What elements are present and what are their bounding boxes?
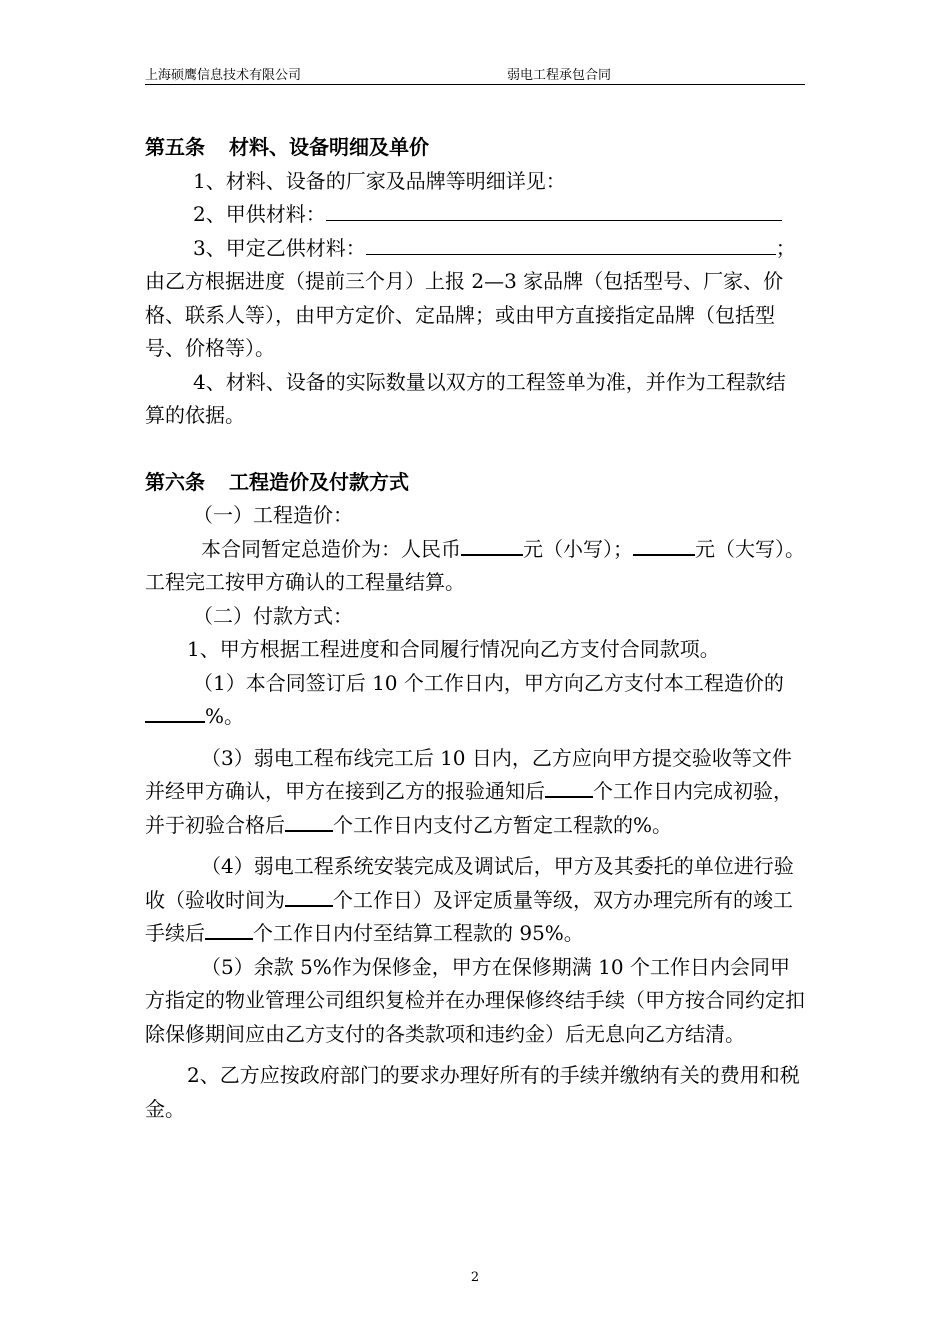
- article-5-item-2: 2、甲供材料：: [145, 198, 805, 232]
- payment-sub-5: （5）余款 5%作为保修金，甲方在保修期满 10 个工作日内会同甲方指定的物业管理公司组织复检并在办理保修终结手续（甲方按合同约定扣除保修期间应由乙方支付的各类款项和违约金）后无息向乙方结清。: [145, 954, 805, 1046]
- article-5-item-3: 3、甲定乙供材料： ；由乙方根据进度（提前三个月）上报 2—3 家品牌（包括型号、厂家、价格、联系人等），由甲方定价、定品牌；或由甲方直接指定品牌（包括型号、价格等）。: [145, 235, 796, 360]
- blank-line: [285, 829, 333, 832]
- blank-line: [461, 553, 523, 556]
- payment-sub-1: （1）本合同签订后 10 个工作日内，甲方向乙方支付本工程造价的%。: [145, 667, 805, 734]
- payment-sub-3: （3）弱电工程布线完工后 10 日内，乙方应向甲方提交验收等文件并经甲方确认，甲方在接到乙方的报验通知后 个工作日内完成初验，并于初验合格后 个工作日内支付乙方暂定工程款的%。: [145, 745, 793, 837]
- blank-line: [633, 553, 695, 556]
- section-1-heading: （一）工程造价：: [193, 503, 353, 527]
- article-5-heading: 第五条 材料、设备明细及单价: [145, 135, 429, 159]
- article-6-heading: 第六条 工程造价及付款方式: [145, 469, 409, 494]
- blank-line: [326, 219, 782, 221]
- page-number: 2: [470, 1270, 480, 1285]
- article-5-item-1: 1、材料、设备的厂家及品牌等明细详见：: [193, 168, 566, 193]
- header-doc-title: 弱电工程承包合同: [507, 68, 612, 83]
- blank-line: [366, 253, 776, 255]
- article-5-item-4: 4、材料、设备的实际数量以双方的工程签单为准，并作为工程款结算的依据。: [145, 369, 786, 427]
- section-2-heading: （二）付款方式：: [193, 603, 353, 628]
- blank-line: [285, 904, 333, 907]
- header-company: 上海硕鹰信息技术有限公司: [145, 68, 302, 83]
- blank-line: [545, 795, 593, 798]
- payment-item-2: 2、乙方应按政府部门的要求办理好所有的手续并缴纳有关的费用和税金。: [145, 1063, 800, 1121]
- blank-line: [205, 937, 253, 940]
- contract-price-paragraph: 本合同暂定总造价为：人民币 元（小写）； 元（大写）。工程完工按甲方确认的工程量结算。: [145, 536, 805, 594]
- blank-line: [145, 720, 205, 723]
- document-body: [145, 131, 805, 1126]
- payment-sub-4: （4）弱电工程系统安装完成及调试后，甲方及其委托的单位进行验收（验收时间为 个工作日）及评定质量等级，双方办理完所有的竣工手续后 个工作日内付至结算工程款的 95%。: [145, 854, 794, 945]
- page-header: [145, 64, 805, 85]
- payment-item-1: 1、甲方根据工程进度和合同履行情况向乙方支付合同款项。: [187, 637, 720, 661]
